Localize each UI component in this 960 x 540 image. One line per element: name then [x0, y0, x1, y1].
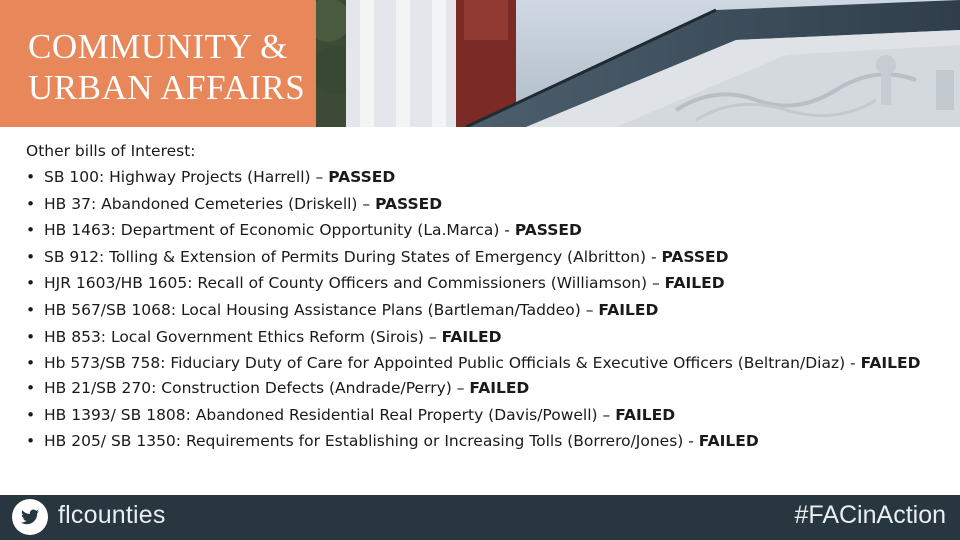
bill-status: FAILED — [615, 405, 676, 424]
bill-status: FAILED — [860, 354, 921, 373]
list-item — [26, 270, 946, 297]
header-banner — [0, 0, 960, 127]
capitol-building-photo — [316, 0, 960, 127]
bill-title: HB 21/SB 270: Construction Defects (Andrade/Perry) – — [44, 379, 470, 398]
bill-title: Hb 573/SB 758: Fiduciary Duty of Care for Appointed Public Officials & Executive Officers (Beltran/Diaz) - — [44, 354, 861, 373]
bill-title: HJR 1603/HB 1605: Recall of County Officers and Commissioners (Williamson) – — [44, 274, 665, 293]
bill-status: FAILED — [664, 274, 725, 293]
bullet-icon: • — [26, 354, 36, 373]
bullet-icon: • — [26, 168, 36, 186]
bullet-icon: • — [26, 194, 36, 213]
bill-status: PASSED — [661, 247, 729, 266]
list-item — [26, 402, 946, 429]
bill-status: PASSED — [328, 168, 396, 186]
bill-title: HB 37: Abandoned Cemeteries (Driskell) – — [44, 194, 376, 213]
list-item — [26, 297, 946, 324]
bill-title: HB 567/SB 1068: Local Housing Assistance Plans (Bartleman/Taddeo) – — [44, 300, 599, 319]
bills-list — [26, 164, 946, 455]
bullet-icon: • — [26, 379, 36, 398]
list-item — [26, 375, 946, 402]
bullet-icon: • — [26, 300, 36, 319]
bill-status: PASSED — [514, 221, 582, 240]
bill-title: HB 205/ SB 1350: Requirements for Establishing or Increasing Tolls (Borrero/Jones) - — [44, 432, 699, 451]
footer-bar — [0, 495, 960, 540]
bullet-icon: • — [26, 432, 36, 451]
bill-title: HB 1463: Department of Economic Opportunity (La.Marca) - — [44, 221, 515, 240]
bill-status: FAILED — [469, 379, 530, 398]
list-item — [26, 217, 946, 244]
title-block — [0, 0, 316, 127]
bills-heading: Other bills of Interest: — [26, 142, 196, 160]
bills-content — [26, 138, 946, 455]
bullet-icon: • — [26, 274, 36, 293]
bullet-icon: • — [26, 247, 36, 266]
page-title-line-1: COMMUNITY & — [28, 27, 288, 66]
bill-title: HB 853: Local Government Ethics Reform (Sirois) – — [44, 327, 442, 346]
list-item — [26, 324, 946, 351]
bill-status: FAILED — [598, 300, 659, 319]
bullet-icon: • — [26, 327, 36, 346]
bill-status: FAILED — [698, 432, 759, 451]
list-item — [26, 428, 946, 455]
bullet-icon: • — [26, 405, 36, 424]
list-item — [26, 191, 946, 218]
bill-status: PASSED — [375, 194, 443, 213]
page-title-line-2: URBAN AFFAIRS — [28, 68, 306, 107]
bill-title: SB 100: Highway Projects (Harrell) – — [44, 168, 329, 186]
bill-status: FAILED — [441, 327, 502, 346]
bill-title: HB 1393/ SB 1808: Abandoned Residential Real Property (Davis/Powell) – — [44, 405, 616, 424]
list-item — [26, 244, 946, 271]
twitter-handle[interactable]: flcounties — [58, 501, 166, 529]
hashtag: #FACinAction — [794, 501, 946, 529]
twitter-icon[interactable] — [12, 499, 48, 535]
list-item — [26, 350, 946, 375]
bill-title: SB 912: Tolling & Extension of Permits During States of Emergency (Albritton) - — [44, 247, 662, 266]
list-item — [26, 164, 946, 191]
bullet-icon: • — [26, 221, 36, 240]
